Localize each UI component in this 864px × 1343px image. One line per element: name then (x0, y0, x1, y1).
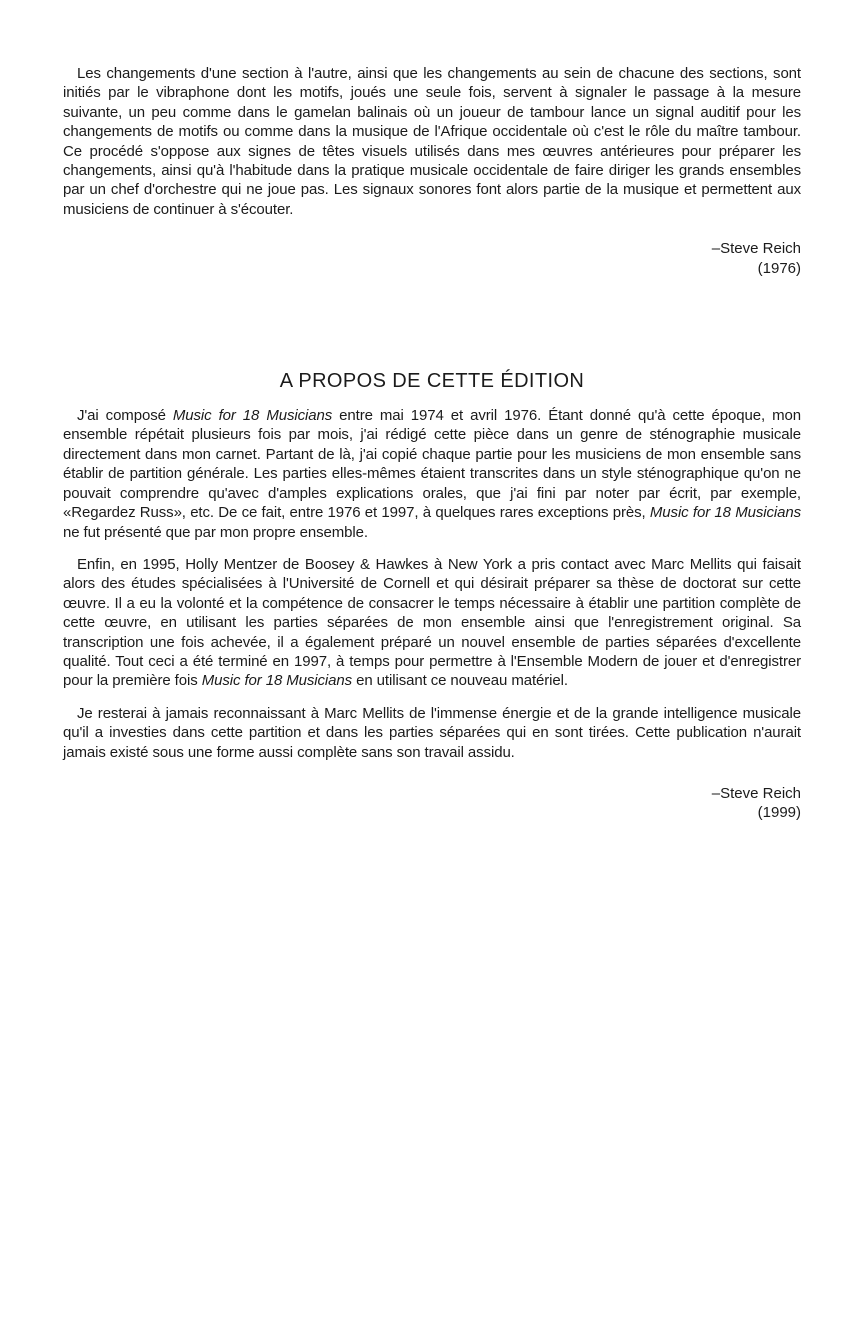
italic-work-title: Music for 18 Musicians (172, 407, 333, 425)
intro-paragraphs (63, 64, 801, 219)
text-segment: ne fut présenté que par mon propre ensemble. (63, 523, 368, 541)
section-heading: A PROPOS DE CETTE ÉDITION (279, 370, 585, 393)
signature-block-1976 (63, 239, 801, 278)
edition-section (63, 368, 801, 823)
signature-year: (1999) (757, 804, 801, 822)
text-segment: en utilisant ce nouveau matériel. (352, 672, 568, 690)
text-segment: entre mai 1974 et avril 1976. Étant donné qu'à cette époque, mon ensemble répétait plusieurs fois par mois, j'ai rédigé cette pièce dans un genre de sténographie musicale directement dans mon carnet. Partant de là, j'ai copié chaque partie pour les musiciens de mon ensemble sans établir de partition générale. Les parties elles-mêmes étaient transcrites dans un style sténographique qu'on ne pouvait comprendre qu'avec d'amples explications orales, que j'ai fini par noter par écrit, par exemple, «Regardez Russ», etc. De ce fait, entre 1976 et 1997, à quelques rares exceptions près, (63, 407, 801, 522)
paragraph (63, 555, 801, 691)
paragraph (63, 406, 801, 542)
edition-paragraphs (63, 406, 801, 762)
paragraph (63, 704, 801, 762)
italic-work-title: Music for 18 Musicians (649, 504, 801, 522)
signature-year: (1976) (757, 259, 801, 277)
signature-author: –Steve Reich (711, 240, 801, 258)
intro-section (63, 64, 801, 278)
text-segment: Les changements d'une section à l'autre, ainsi que les changements au sein de chacune des sections, sont initiés par le vibraphone dont les motifs, joués une seule fois, servent à signaler le passage à la mesure suivante, un peu comme dans le gamelan balinais où un joueur de tambour lance un signal auditif pour les changements de motifs ou comme dans la musique de l'Afrique occidentale où c'est le rôle du maître tambour. Ce procédé s'oppose aux signes de têtes visuels utilisés dans mes œuvres antérieures pour préparer les changements, ainsi qu'à l'habitude dans la pratique musicale occidentale de faire diriger les grands ensembles par un chef d'orchestre qui ne joue pas. Les signaux sonores font alors partie de la musique et permettent aux musiciens de continuer à s'écouter. (63, 65, 801, 218)
text-segment: J'ai composé (77, 407, 173, 425)
text-segment: Enfin, en 1995, Holly Mentzer de Boosey & Hawkes à New York a pris contact avec Marc Mellits qui faisait alors des études spécialisées à l'Université de Cornell et qui désirait préparer sa thèse de doctorat sur cette œuvre. Il a eu la volonté et la compétence de consacrer le temps nécessaire à établir une partition complète de cette œuvre, en utilisant les parties séparées de mon ensemble ainsi que l'enregistrement original. Sa transcription une fois achevée, il a également préparé un nouvel ensemble de parties séparées d'excellente qualité. Tout ceci a été terminé en 1997, à temps pour permettre à l'Ensemble Modern de jouer et d'enregistrer pour la première fois (63, 555, 801, 690)
signature-block-1999 (63, 784, 801, 823)
text-segment: Je resterai à jamais reconnaissant à Marc Mellits de l'immense énergie et de la grande intelligence musicale qu'il a investies dans cette partition et dans les parties séparées qui en sont tirées. Cette publication n'aurait jamais existé sous une forme aussi complète sans son travail assidu. (63, 704, 801, 761)
paragraph (63, 64, 801, 219)
italic-work-title: Music for 18 Musicians (201, 672, 353, 690)
signature-author: –Steve Reich (711, 784, 801, 802)
